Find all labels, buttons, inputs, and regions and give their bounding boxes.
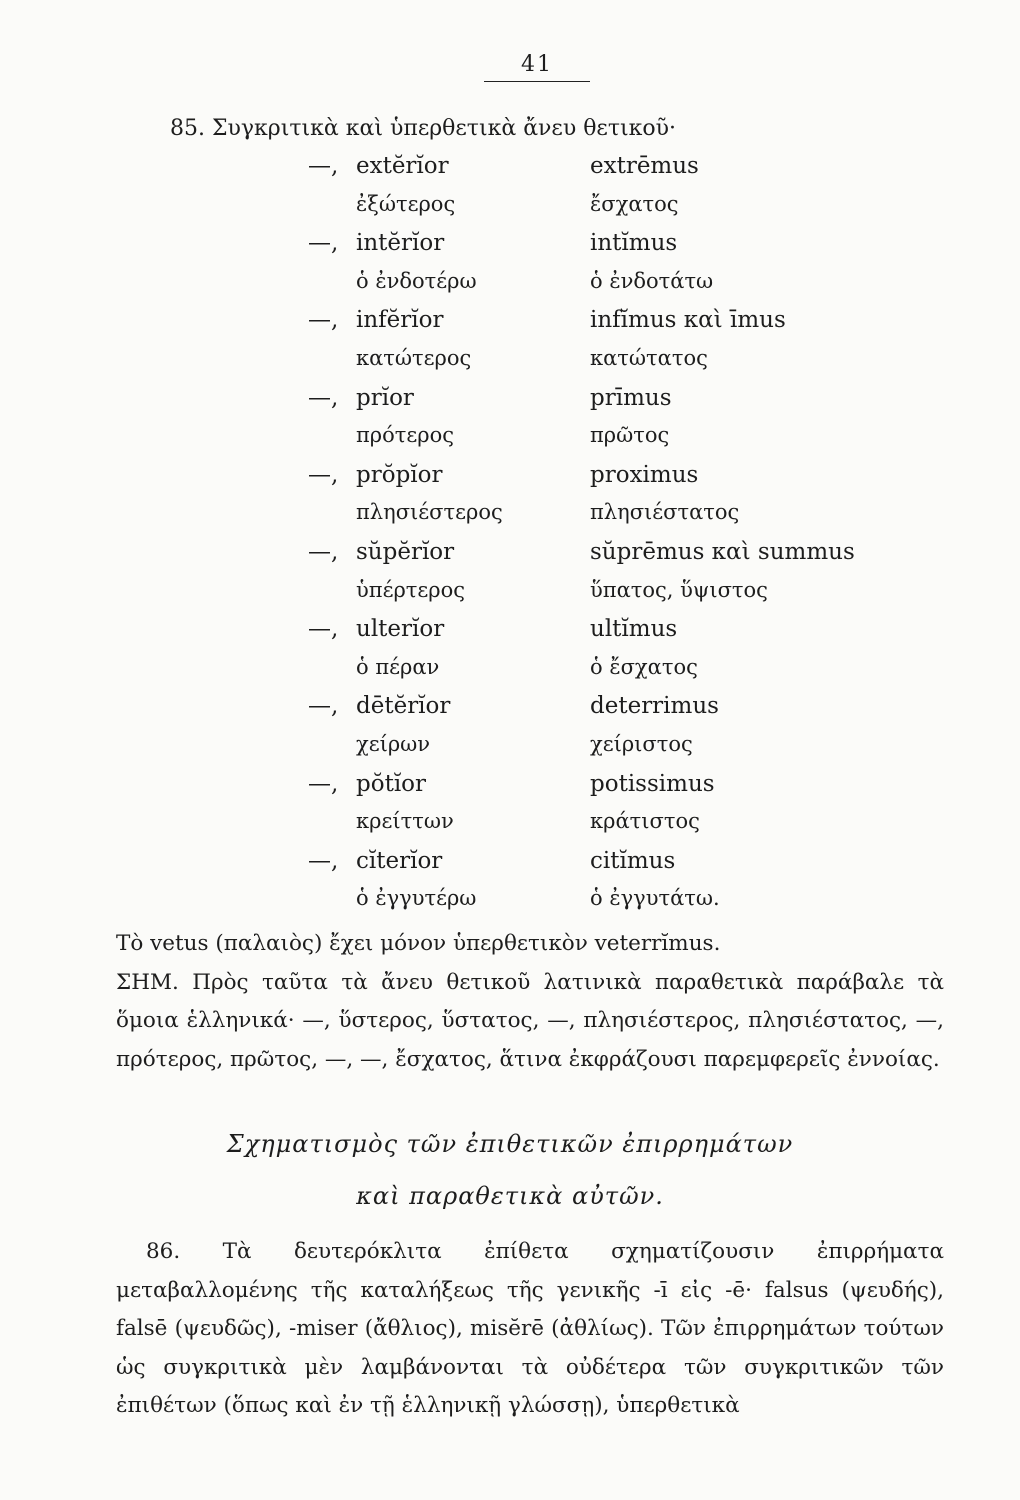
comparative-form: infĕrĭor	[356, 307, 444, 334]
section-85-heading: 85. Συγκριτικὰ καὶ ὑπερθετικὰ ἄνευ θετικοῦ·	[170, 116, 676, 141]
superlative-form: ὁ ἔσχατος	[590, 654, 698, 679]
comparative-form: prĭor	[356, 384, 414, 411]
superlative-form: κράτιστος	[590, 809, 700, 834]
dash-mark: —,	[308, 384, 339, 411]
superlative-form: ultĭmus	[590, 616, 678, 643]
table-row	[0, 266, 1020, 305]
comparative-form: ὁ ἐνδοτέρω	[356, 268, 477, 293]
table-row	[0, 806, 1020, 845]
table-row	[0, 420, 1020, 459]
comparative-form: prŏpĭor	[356, 461, 443, 488]
superlative-form: extrēmus	[590, 153, 699, 179]
comparative-form: sŭpĕrĭor	[356, 538, 455, 565]
dash-mark: —,	[308, 770, 339, 797]
table-row	[0, 536, 1020, 575]
dash-mark: —,	[308, 153, 339, 179]
chapter-title: Σχηματισμὸς τῶν ἐπιθετικῶν ἐπιρρημάτων	[226, 1130, 794, 1158]
dash-mark: —,	[308, 307, 339, 334]
comparative-form: dētĕrĭor	[356, 693, 451, 720]
dash-mark: —,	[308, 693, 339, 720]
comparative-form: intĕrĭor	[356, 230, 445, 257]
superlative-form: πρῶτος	[590, 423, 670, 448]
table-row	[0, 382, 1020, 421]
dash-mark: —,	[308, 847, 339, 874]
table-row	[0, 575, 1020, 614]
table-row	[0, 304, 1020, 343]
table-row	[0, 150, 1020, 189]
superlative-form: πλησιέστατος	[590, 500, 740, 525]
comparative-form: ὁ ἐγγυτέρω	[356, 886, 477, 911]
comparative-superlative-table	[0, 150, 1020, 922]
comparative-form: ulterĭor	[356, 616, 445, 643]
page-number: 41	[484, 52, 590, 82]
vetus-line: Τὸ vetus (παλαιὸς) ἔχει μόνον ὑπερθετικὸν veterrĭmus.	[116, 931, 721, 956]
superlative-form: ἔσχατος	[590, 191, 679, 216]
comparative-form: κρείττων	[356, 809, 454, 834]
superlative-form: ὁ ἐγγυτάτω.	[590, 886, 720, 911]
superlative-form: ὁ ἐνδοτάτω	[590, 268, 714, 293]
comparative-form: extĕrĭor	[356, 153, 449, 179]
comparative-form: χείρων	[356, 731, 431, 756]
dash-mark: —,	[308, 616, 339, 643]
superlative-form: prīmus	[590, 384, 672, 411]
superlative-form: ὕπατος, ὕψιστος	[590, 577, 768, 602]
comparative-form: πρότερος	[356, 423, 455, 448]
table-row	[0, 497, 1020, 536]
comparative-form: πλησιέστερος	[356, 500, 503, 525]
dash-mark: —,	[308, 461, 339, 488]
table-row	[0, 189, 1020, 228]
superlative-form: infĭmus καὶ īmus	[590, 307, 786, 334]
superlative-form: κατώτατος	[590, 345, 708, 370]
dash-mark: —,	[308, 230, 339, 257]
table-row	[0, 883, 1020, 922]
comparative-form: ὁ πέραν	[356, 654, 440, 679]
comparative-form: ὑπέρτερος	[356, 577, 466, 602]
note-block	[116, 925, 944, 1079]
table-row	[0, 652, 1020, 691]
note-paragraph: ΣΗΜ. Πρὸς ταῦτα τὰ ἄνευ θετικοῦ λατινικὰ παραθετικὰ παράβαλε τὰ ὅμοια ἑλληνικά· —, ὕστερος, ὕστατος, —, πλησιέστερος, πλησιέστατος, —, πρότερος, πρῶτος, —, —, ἔσχατος, ἅτινα ἐκφράζουσι παρεμφερεῖς ἐννοίας.	[116, 969, 944, 1072]
dash-mark: —,	[308, 538, 339, 565]
table-row	[0, 227, 1020, 266]
table-row	[0, 690, 1020, 729]
superlative-form: deterrimus	[590, 693, 719, 720]
superlative-form: citĭmus	[590, 847, 676, 874]
comparative-form: ἐξώτερος	[356, 191, 456, 216]
comparative-form: κατώτερος	[356, 345, 472, 370]
superlative-form: proximus	[590, 461, 699, 488]
superlative-form: intĭmus	[590, 230, 678, 257]
table-row	[0, 343, 1020, 382]
table-row	[0, 845, 1020, 884]
table-row	[0, 459, 1020, 498]
superlative-form: potissimus	[590, 770, 715, 797]
table-row	[0, 729, 1020, 768]
section-86-paragraph: 86. Τὰ δευτερόκλιτα ἐπίθετα σχηματίζουσιν ἐπιρρήματα μεταβαλλομένης τῆς καταλήξεως τῆς γενικῆς -ī εἰς -ē· falsus (ψευδής), falsē (ψευδῶς), -miser (ἄθλιος), misĕrē (ἀθλίως). Τῶν ἐπιρρημάτων τούτων ὡς συγκριτικὰ μὲν λαμβάνονται τὰ οὐδέτερα τῶν συγκριτικῶν τῶν ἐπιθέτων (ὅπως καὶ ἐν τῇ ἑλληνικῇ γλώσσῃ), ὑπερθετικὰ	[116, 1239, 944, 1418]
comparative-form: cĭterĭor	[356, 847, 443, 874]
table-row	[0, 613, 1020, 652]
comparative-form: pŏtĭor	[356, 770, 427, 797]
chapter-subtitle: καὶ παραθετικὰ αὐτῶν.	[356, 1182, 664, 1210]
superlative-form: sŭprēmus καὶ summus	[590, 538, 855, 565]
table-row	[0, 768, 1020, 807]
superlative-form: χείριστος	[590, 731, 693, 756]
